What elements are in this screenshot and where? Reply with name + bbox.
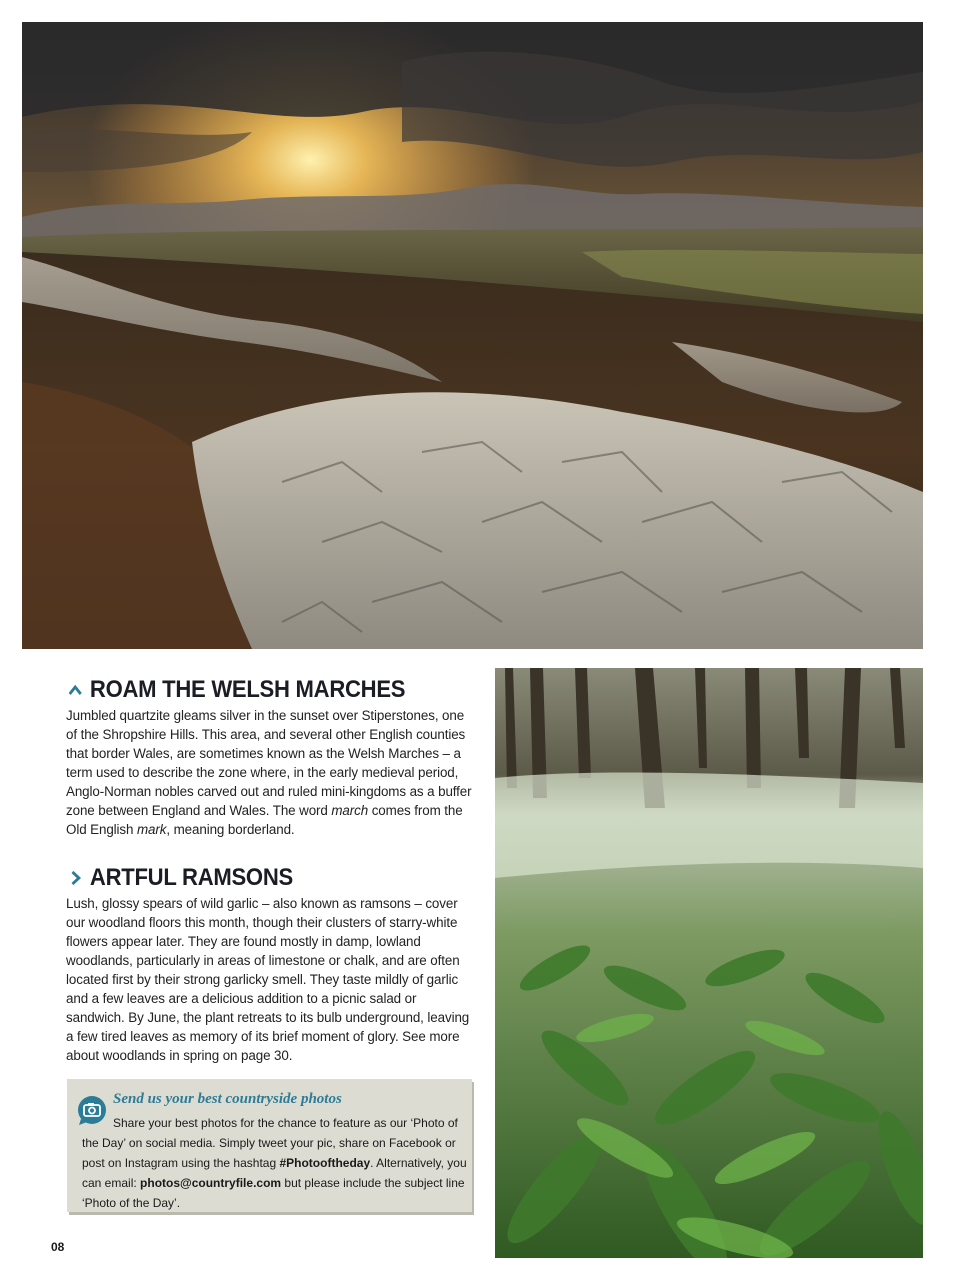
caret-right-icon: [66, 868, 84, 888]
wild-garlic-woodland-photo: [495, 668, 923, 1258]
caret-up-icon: [66, 680, 84, 700]
roam-heading-text: ROAM THE WELSH MARCHES: [89, 676, 406, 703]
submission-title: Send us your best countryside photos: [113, 1091, 342, 1107]
ramsons-heading-text: ARTFUL RAMSONS: [89, 864, 293, 891]
stiperstones-sunset-photo: [22, 22, 923, 649]
roam-body-em-mark: mark: [137, 822, 167, 837]
roam-body-text-3: , meaning borderland.: [166, 822, 295, 837]
submission-hashtag: #Photooftheday: [279, 1156, 371, 1170]
submission-text-2: . Alternatively, you can email:: [82, 1156, 467, 1190]
page-number: 08: [51, 1240, 65, 1254]
roam-body-text-2: comes from the Old English: [66, 803, 463, 837]
roam-section: [66, 676, 474, 839]
ramsons-heading: [66, 864, 441, 892]
ramsons-body: Lush, glossy spears of wild garlic – also known as ramsons – cover our woodland floors this month, though their clusters of starry-white flowers appear later. They are found mostly in damp, lowland woodlands, particularly in areas of limestone or chalk, and are often located first by their strong garlicky smell. They taste mildly of garlic and a few leaves are a delicious addition to a picnic salad or sandwich. By June, the plant retreats to its bulb underground, leaving a few tired leaves as memory of its brief moment of glory. See more about woodlands in spring on page 30.: [66, 896, 470, 1063]
roam-heading: [66, 676, 441, 704]
ramsons-section: [66, 864, 474, 1065]
roam-body-em-march: march: [331, 803, 369, 818]
roam-body: [66, 706, 474, 839]
submission-text-1: Share your best photos for the chance to feature as our ‘Photo of the Day’ on social media. Simply tweet your pic, share on Facebook or post on Instagram using the hashtag: [82, 1116, 458, 1170]
submission-text-3: but please include the subject line ‘Photo of the Day’.: [82, 1176, 465, 1210]
submission-text: [82, 1113, 467, 1213]
roam-body-text-1: Jumbled quartzite gleams silver in the sunset over Stiperstones, one of the Shropshire Hills. This area, and several other English counties that border Wales, are sometimes known as the Welsh Marches – a term used to describe the zone where, in the early medieval period, Anglo-Norman nobles carved out and ruled mini-kingdoms as a buffer zone between England and Wales. The word: [66, 708, 472, 818]
submission-email[interactable]: photos@countryfile.com: [140, 1176, 282, 1190]
photo-submission-box: [67, 1079, 472, 1212]
